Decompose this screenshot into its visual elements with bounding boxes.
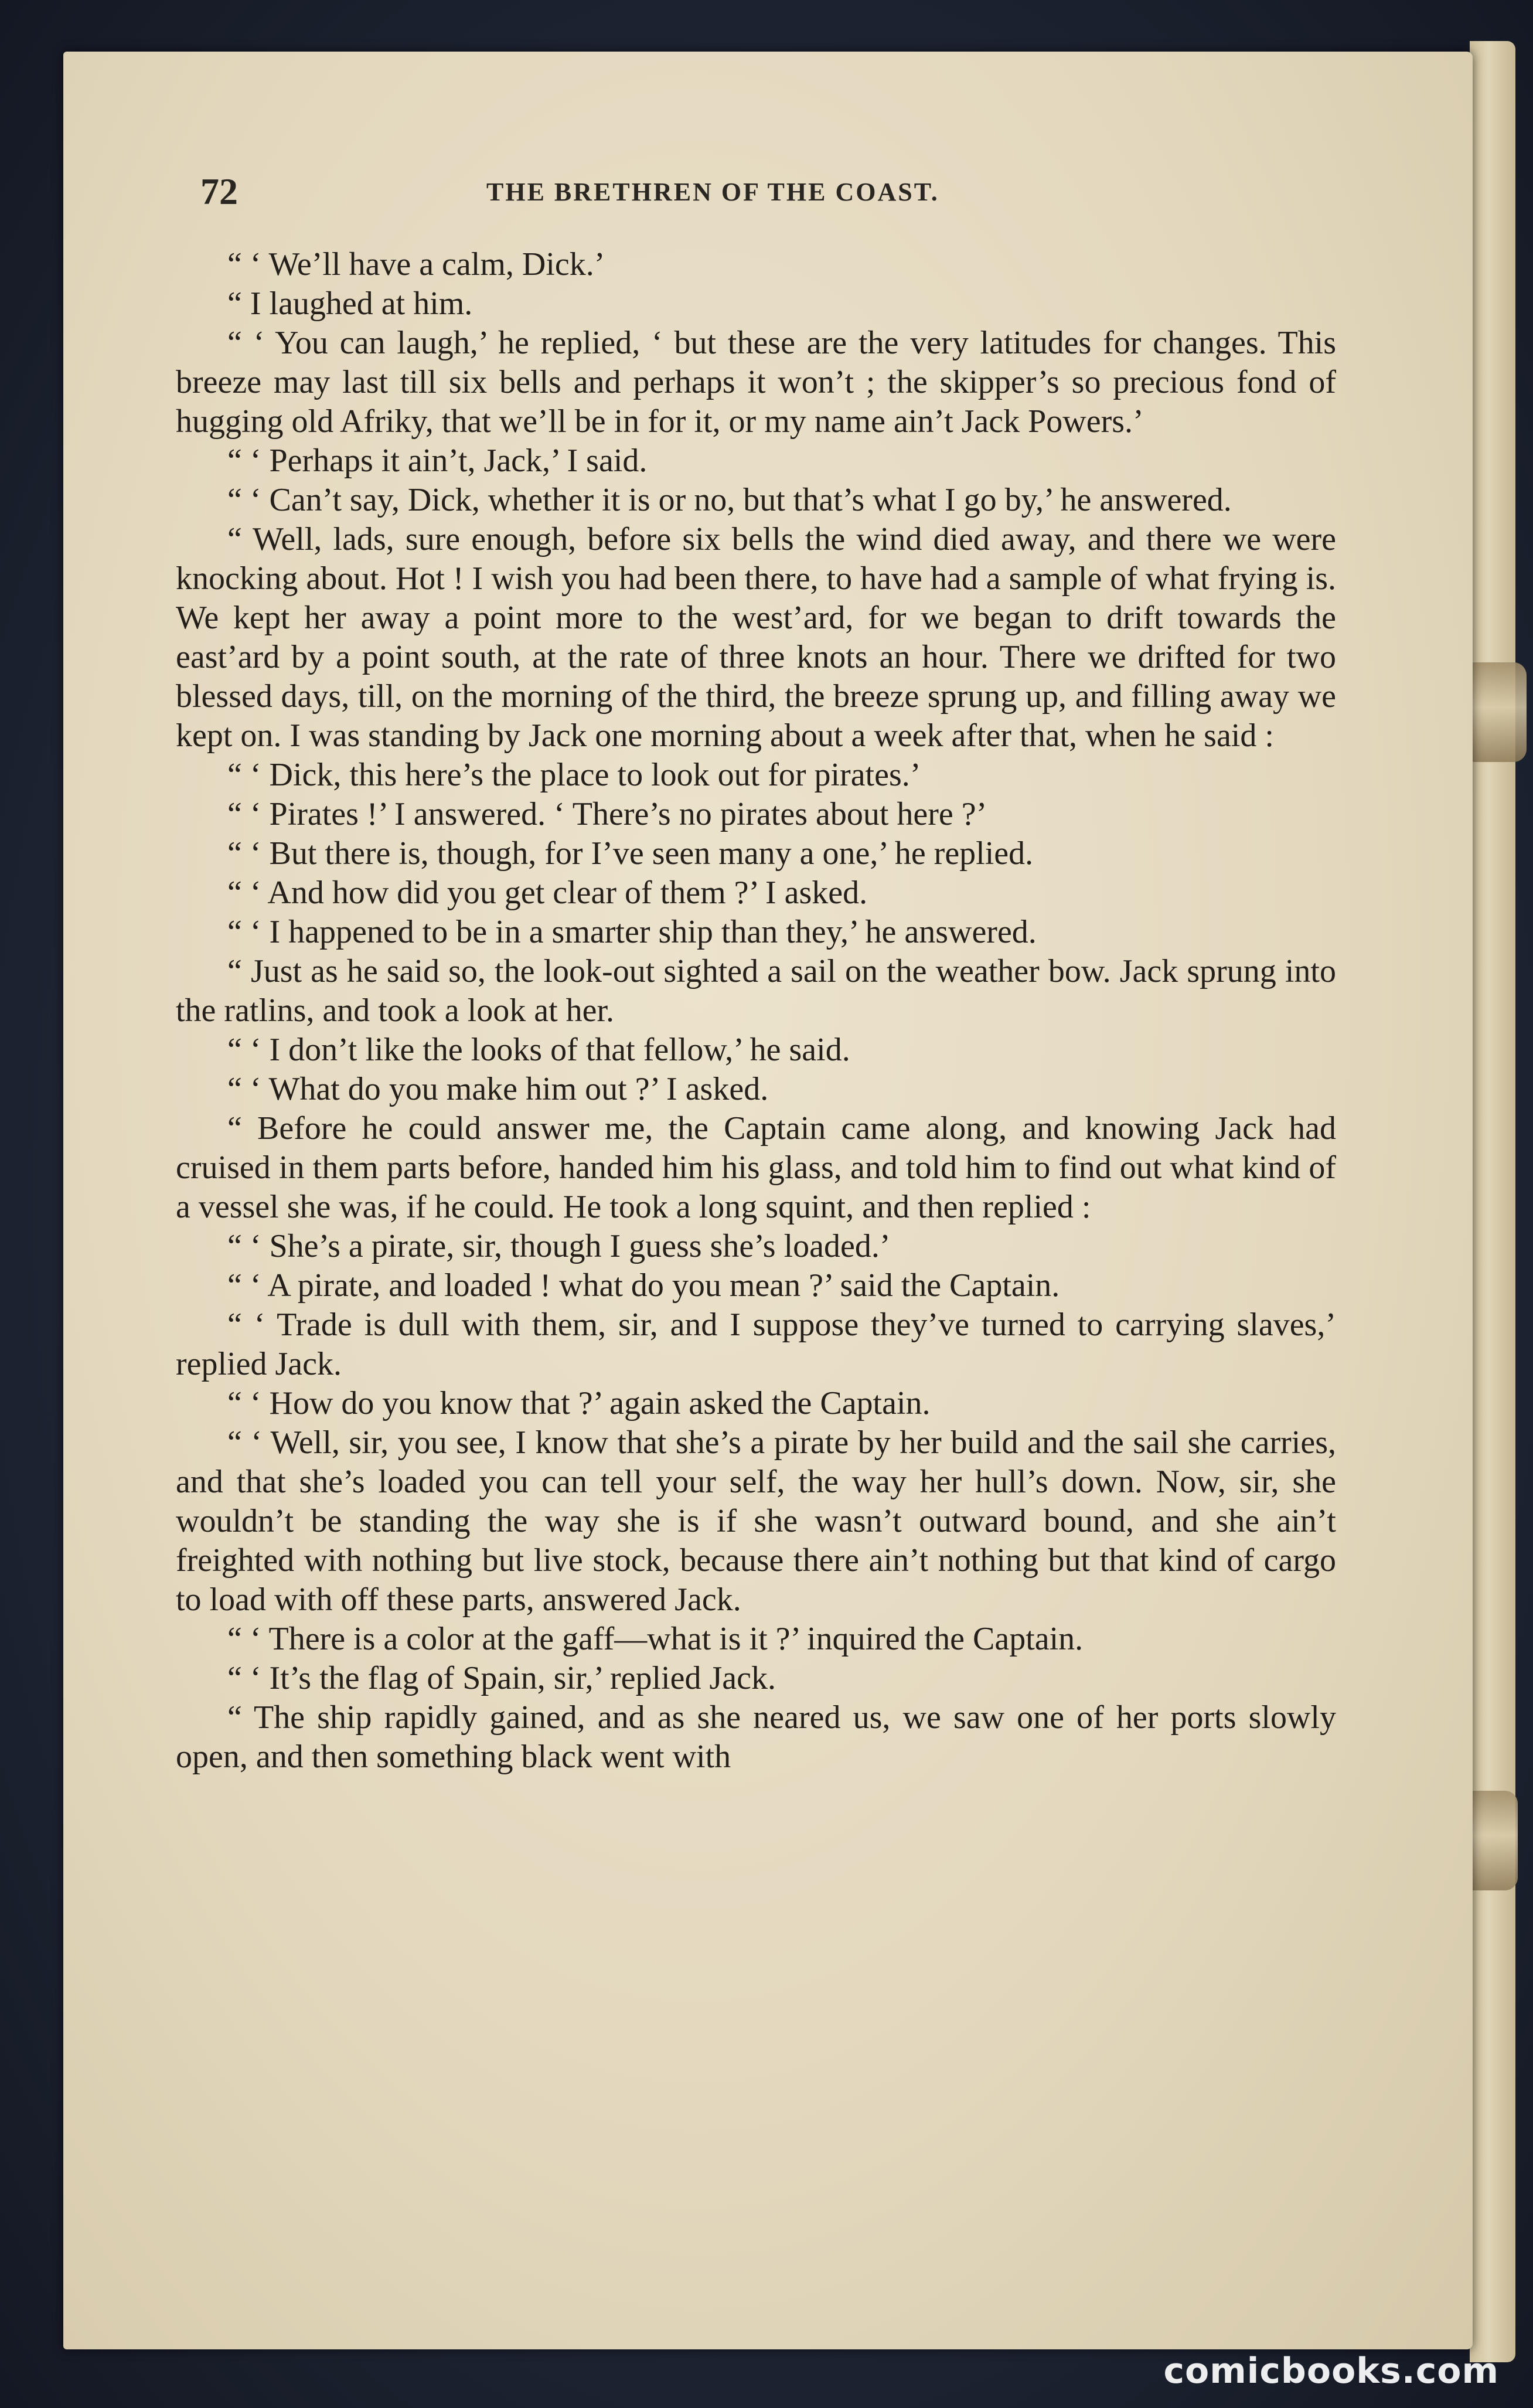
- paragraph: “ ‘ How do you know that ?’ again asked the Captain.: [227, 1385, 931, 1421]
- paragraph: “ ‘ I don’t like the looks of that fellow,’ he said.: [227, 1032, 850, 1068]
- paragraph: “ ‘ She’s a pirate, sir, though I guess she’s loaded.’: [227, 1228, 891, 1264]
- paragraph: “ Well, lads, sure enough, before six bells the wind died away, and there we were knocking about. Hot ! I wish you had been there, to have had a sample of what frying is. We kept her away a point more to the west’ard, for we began to drift towards the east’ard by a point south, at the rate of three knots an hour. There we drifted for two blessed days, till, on the morning of the third, the breeze sprung up, and filling away we kept on. I was standing by Jack one morning about a week after that, when he said :: [176, 521, 1336, 754]
- paragraph: “ ‘ It’s the flag of Spain, sir,’ replied Jack.: [227, 1660, 776, 1696]
- paragraph: “ ‘ A pirate, and loaded ! what do you mean ?’ said the Captain.: [227, 1267, 1060, 1304]
- paragraph: “ ‘ You can laugh,’ he replied, ‘ but these are the very latitudes for changes. This breeze may last till six bells and perhaps it won’t ; the skipper’s so precious fond of hugging old Afriky, that we’ll be in for it, or my name ain’t Jack Powers.’: [176, 325, 1336, 440]
- paragraph: “ ‘ We’ll have a calm, Dick.’: [227, 246, 605, 283]
- paragraph: “ I laughed at him.: [227, 285, 473, 322]
- paragraph: “ Just as he said so, the look-out sighted a sail on the weather bow. Jack sprung into the ratlins, and took a look at her.: [176, 953, 1336, 1029]
- paragraph: “ The ship rapidly gained, and as she neared us, we saw one of her ports slowly open, and then something black went with: [176, 1699, 1336, 1775]
- running-head: [193, 159, 1324, 212]
- paragraph: “ ‘ I happened to be in a smarter ship than they,’ he answered.: [227, 914, 1037, 950]
- paragraph: “ ‘ Pirates !’ I answered. ‘ There’s no pirates about here ?’: [227, 796, 987, 832]
- paragraph: “ ‘ Can’t say, Dick, whether it is or no, but that’s what I go by,’ he answered.: [227, 482, 1232, 518]
- paragraph: “ ‘ But there is, though, for I’ve seen many a one,’ he replied.: [227, 835, 1034, 872]
- paragraph: “ ‘ Perhaps it ain’t, Jack,’ I said.: [227, 443, 648, 479]
- running-title: THE BRETHREN OF THE COAST.: [486, 178, 939, 206]
- paragraph: “ ‘ And how did you get clear of them ?’ I asked.: [227, 875, 868, 911]
- page-number: 72: [200, 171, 238, 212]
- body-text: [176, 245, 1336, 1777]
- watermark: comicbooks.com: [1163, 2351, 1499, 2392]
- paragraph: “ ‘ Dick, this here’s the place to look out for pirates.’: [227, 757, 921, 793]
- paragraph: “ ‘ There is a color at the gaff—what is it ?’ inquired the Captain.: [227, 1621, 1084, 1657]
- paragraph: “ ‘ Trade is dull with them, sir, and I suppose they’ve turned to carrying slaves,’ replied Jack.: [176, 1307, 1336, 1382]
- page-edge: [1470, 41, 1515, 2362]
- paragraph: “ ‘ What do you make him out ?’ I asked.: [227, 1071, 769, 1107]
- paragraph: “ ‘ Well, sir, you see, I know that she’s a pirate by her build and the sail she carries, and that she’s loaded you can tell your self, the way her hull’s down. Now, sir, she wouldn’t be standing the way she is if she wasn’t outward bound, and she ain’t freighted with nothing but live stock, because there ain’t nothing but that kind of cargo to load with off these parts, answered Jack.: [176, 1424, 1336, 1618]
- paragraph: “ Before he could answer me, the Captain came along, and knowing Jack had cruised in them parts before, handed him his glass, and told him to find out what kind of a vessel she was, if he could. He took a long squint, and then replied :: [176, 1110, 1336, 1225]
